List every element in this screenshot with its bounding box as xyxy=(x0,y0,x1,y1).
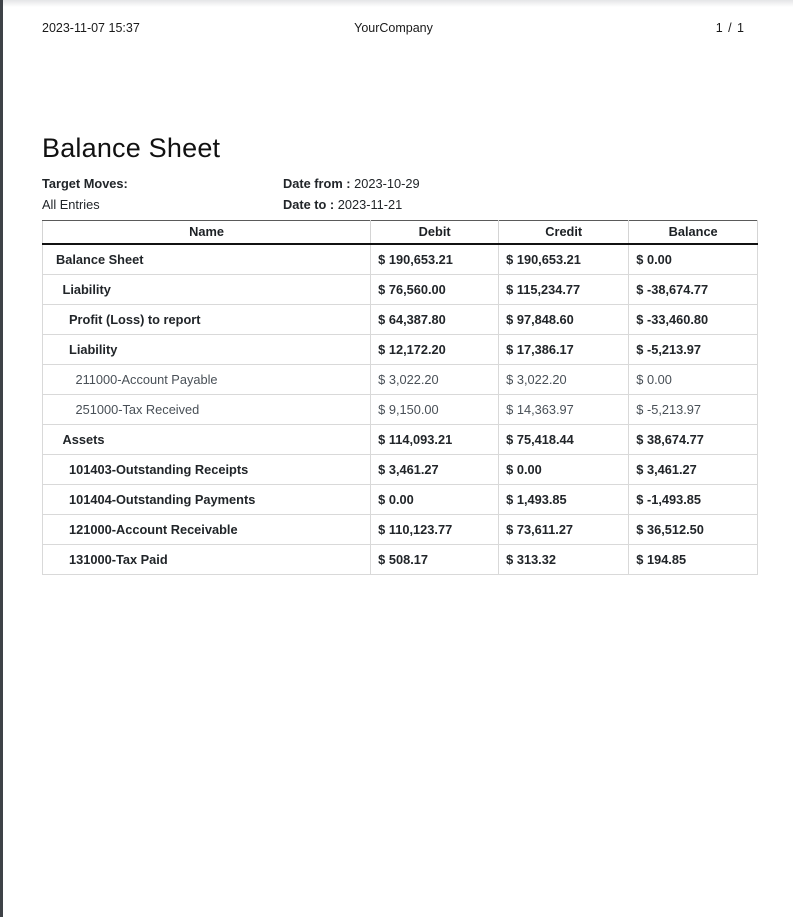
header-timestamp: 2023-11-07 15:37 xyxy=(42,21,140,35)
cell-debit: $ 12,172.20 xyxy=(371,335,499,365)
cell-debit: $ 508.17 xyxy=(371,545,499,575)
table-row xyxy=(43,515,758,545)
cell-account-name: 211000-Account Payable xyxy=(43,365,371,395)
table-row xyxy=(43,244,758,275)
table-row xyxy=(43,425,758,455)
cell-account-name: Balance Sheet xyxy=(43,244,371,275)
table-row xyxy=(43,485,758,515)
viewer-top-shadow xyxy=(0,0,793,7)
column-header-name: Name xyxy=(43,221,371,245)
cell-debit: $ 64,387.80 xyxy=(371,305,499,335)
page-title: Balance Sheet xyxy=(42,133,221,163)
cell-balance: $ 38,674.77 xyxy=(629,425,758,455)
cell-balance: $ -1,493.85 xyxy=(629,485,758,515)
cell-credit: $ 1,493.85 xyxy=(499,485,629,515)
viewer-left-edge xyxy=(0,0,3,917)
header-page-number: 1 / 1 xyxy=(715,21,746,35)
cell-debit: $ 76,560.00 xyxy=(371,275,499,305)
cell-balance: $ 0.00 xyxy=(629,244,758,275)
cell-debit: $ 3,461.27 xyxy=(371,455,499,485)
cell-credit: $ 313.32 xyxy=(499,545,629,575)
date-to xyxy=(283,194,757,215)
cell-balance: $ -5,213.97 xyxy=(629,335,758,365)
cell-credit: $ 190,653.21 xyxy=(499,244,629,275)
cell-account-name: 121000-Account Receivable xyxy=(43,515,371,545)
cell-balance: $ -38,674.77 xyxy=(629,275,758,305)
cell-account-name: Profit (Loss) to report xyxy=(43,305,371,335)
cell-debit: $ 9,150.00 xyxy=(371,395,499,425)
balance-sheet-table xyxy=(42,220,758,575)
table-row xyxy=(43,545,758,575)
date-from-value: 2023-10-29 xyxy=(354,176,420,191)
cell-credit: $ 75,418.44 xyxy=(499,425,629,455)
column-header-balance: Balance xyxy=(629,221,758,245)
cell-debit: $ 114,093.21 xyxy=(371,425,499,455)
date-to-label: Date to : xyxy=(283,197,335,212)
cell-credit: $ 73,611.27 xyxy=(499,515,629,545)
cell-credit: $ 14,363.97 xyxy=(499,395,629,425)
cell-balance: $ 194.85 xyxy=(629,545,758,575)
cell-credit: $ 115,234.77 xyxy=(499,275,629,305)
cell-credit: $ 97,848.60 xyxy=(499,305,629,335)
date-from-label: Date from : xyxy=(283,176,351,191)
cell-account-name: Assets xyxy=(43,425,371,455)
cell-account-name: 101403-Outstanding Receipts xyxy=(43,455,371,485)
cell-credit: $ 3,022.20 xyxy=(499,365,629,395)
date-from xyxy=(283,173,757,194)
table-row xyxy=(43,365,758,395)
cell-credit: $ 17,386.17 xyxy=(499,335,629,365)
cell-account-name: 101404-Outstanding Payments xyxy=(43,485,371,515)
cell-account-name: Liability xyxy=(43,335,371,365)
cell-balance: $ -33,460.80 xyxy=(629,305,758,335)
cell-balance: $ 3,461.27 xyxy=(629,455,758,485)
cell-debit: $ 0.00 xyxy=(371,485,499,515)
cell-account-name: 131000-Tax Paid xyxy=(43,545,371,575)
cell-account-name: 251000-Tax Received xyxy=(43,395,371,425)
cell-debit: $ 190,653.21 xyxy=(371,244,499,275)
table-row xyxy=(43,275,758,305)
cell-balance: $ 0.00 xyxy=(629,365,758,395)
date-to-value: 2023-11-21 xyxy=(337,197,403,212)
target-moves-label: Target Moves: xyxy=(42,176,128,191)
header-company-name: YourCompany xyxy=(354,21,433,35)
cell-credit: $ 0.00 xyxy=(499,455,629,485)
report-filters xyxy=(42,173,757,215)
column-header-credit: Credit xyxy=(499,221,629,245)
table-row xyxy=(43,305,758,335)
cell-debit: $ 3,022.20 xyxy=(371,365,499,395)
table-header xyxy=(43,221,758,245)
column-header-debit: Debit xyxy=(371,221,499,245)
cell-account-name: Liability xyxy=(43,275,371,305)
cell-debit: $ 110,123.77 xyxy=(371,515,499,545)
table-row xyxy=(43,395,758,425)
table-row xyxy=(43,335,758,365)
cell-balance: $ 36,512.50 xyxy=(629,515,758,545)
table-row xyxy=(43,455,758,485)
table-body xyxy=(43,244,758,575)
document-header xyxy=(42,21,757,36)
cell-balance: $ -5,213.97 xyxy=(629,395,758,425)
target-moves-value: All Entries xyxy=(42,197,100,212)
